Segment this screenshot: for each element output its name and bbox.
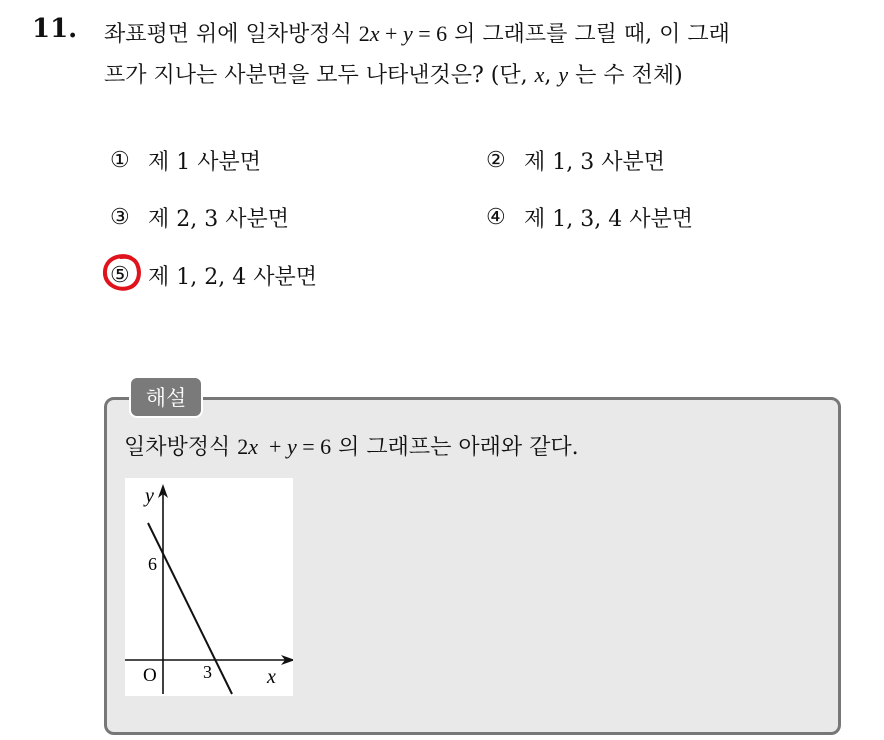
eq-var-y: y (402, 21, 413, 46)
question-var-x: x (534, 62, 545, 87)
question-var-sep: , (544, 63, 559, 88)
graph-y-label: y (145, 485, 154, 507)
choice-3[interactable] (110, 200, 289, 234)
graph-x-label: x (267, 666, 276, 688)
solution-text-suffix: 의 그래프는 아래와 같다. (331, 435, 579, 460)
eq-const: 6 (436, 21, 448, 46)
choice-1-text: 제 1 사분면 (148, 149, 261, 175)
sol-eq-coef: 2 (237, 434, 249, 459)
choice-2[interactable] (486, 143, 665, 177)
question-stem (104, 14, 874, 96)
choice-1-mark: ① (110, 147, 130, 173)
solution-tab: 해설 (129, 376, 203, 418)
sol-eq-var-x: x (248, 434, 259, 459)
question-line-1 (104, 14, 874, 55)
choice-1[interactable] (110, 143, 261, 177)
graph-y-intercept-label: 6 (148, 554, 157, 574)
choice-4-text: 제 1, 3, 4 사분면 (524, 206, 693, 232)
sol-eq-op-equals: = (296, 434, 321, 459)
choice-4-mark: ④ (486, 204, 506, 230)
sol-eq-const: 6 (320, 434, 332, 459)
graph-svg (125, 478, 293, 696)
choice-5-mark: ⑤ (110, 262, 130, 288)
eq-coef: 2 (358, 21, 370, 46)
question-line1-suffix: 의 그래프를 그릴 때, 이 그래 (447, 22, 730, 47)
sol-eq-var-y: y (286, 434, 297, 459)
solution-graph (125, 478, 293, 696)
question-equation (359, 21, 447, 46)
sol-eq-op-plus: + (258, 434, 287, 459)
choice-2-mark: ② (486, 147, 506, 173)
question-number: 11. (32, 14, 78, 44)
eq-op-equals: = (412, 21, 437, 46)
graph-line (148, 523, 232, 694)
solution-text-prefix: 일차방정식 (124, 435, 238, 460)
choice-2-text: 제 1, 3 사분면 (524, 149, 665, 175)
eq-var-x: x (369, 21, 380, 46)
graph-x-intercept-label: 3 (203, 662, 212, 682)
answer-circle-mark (101, 253, 143, 293)
question-var-y: y (558, 62, 569, 87)
choice-5-text: 제 1, 2, 4 사분면 (148, 264, 317, 290)
solution-text (124, 430, 579, 461)
question-line2-suffix: 는 수 전체) (568, 63, 683, 88)
question-line-2 (104, 55, 874, 96)
eq-op-plus: + (379, 21, 403, 46)
question-line2-prefix: 프가 지나는 사분면을 모두 나타낸것은? (단, (104, 63, 535, 88)
question-line1-prefix: 좌표평면 위에 일차방정식 (104, 22, 359, 47)
graph-origin-label: O (143, 665, 157, 686)
choice-3-text: 제 2, 3 사분면 (148, 206, 289, 232)
solution-equation (237, 434, 331, 459)
choice-4[interactable] (486, 200, 693, 234)
choice-3-mark: ③ (110, 204, 130, 230)
